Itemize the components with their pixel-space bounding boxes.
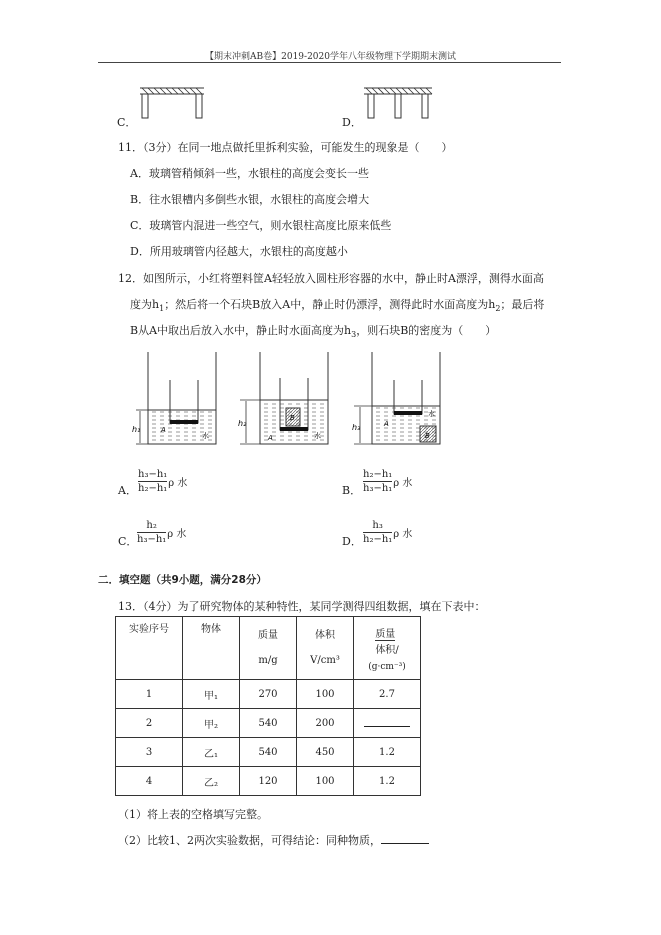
- q10-option-c-figure: [138, 84, 208, 122]
- q12-option-c-fraction: $\frac{\text{h₂}}{\text{h₃−h₁}}$ ρ 水: [137, 520, 187, 545]
- svg-text:水: 水: [202, 432, 209, 440]
- svg-text:h₃: h₃: [352, 423, 361, 432]
- container-1: [132, 352, 216, 444]
- container-3: [352, 352, 440, 444]
- header-cell: 实验序号: [116, 617, 183, 680]
- svg-text:水: 水: [314, 432, 321, 440]
- section-title-fill-in: 二．填空题（共9小题，满分28分）: [98, 574, 267, 586]
- table-row: [116, 767, 421, 796]
- svg-text:h₁: h₁: [132, 425, 141, 434]
- svg-text:A: A: [161, 426, 166, 434]
- svg-text:B: B: [290, 414, 295, 422]
- cell: 2.7: [354, 680, 421, 709]
- svg-text:A: A: [268, 434, 273, 442]
- cell: 3: [116, 738, 183, 767]
- cell: 100: [297, 680, 354, 709]
- cell: 540: [240, 709, 297, 738]
- q11-option-b: B．往水银槽内多倒些水银，水银柱的高度会增大: [130, 193, 370, 206]
- table-row: [116, 738, 421, 767]
- q11-option-c: C．玻璃管内混进一些空气，则水银柱高度比原来低些: [130, 219, 392, 232]
- q12-line2: 度为$h_1$；然后将一个石块B放入A中，静止时仍漂浮，测得此时水面高度为$h_2$；最后将: [130, 298, 545, 314]
- q10-option-d-label: D．: [342, 116, 362, 129]
- q12-option-d-fraction: $\frac{\text{h₃}}{\text{h₂−h₁}}$ ρ 水: [363, 520, 413, 545]
- q12-line1: 12．如图所示，小红将塑料筐A轻轻放入圆柱形容器的水中，静止时A漂浮，测得水面高: [118, 272, 544, 285]
- q13-stem: 13．（4分）为了研究物体的某种特性，某同学测得四组数据，填在下表中：: [118, 600, 486, 613]
- q12-option-a-label: A．: [118, 484, 137, 497]
- q10-option-d-figure: [362, 84, 436, 122]
- svg-text:水: 水: [428, 410, 435, 418]
- table-row: [116, 709, 421, 738]
- cell: 270: [240, 680, 297, 709]
- answer-blank-2[interactable]: [381, 833, 429, 844]
- cell: 1.2: [354, 738, 421, 767]
- q13-sub1: （1）将上表的空格填写完整。: [118, 808, 268, 821]
- cell: 乙₂: [183, 767, 240, 796]
- cell: 甲₁: [183, 680, 240, 709]
- header-cell: 体积 V/cm³: [297, 617, 354, 680]
- cell: 540: [240, 738, 297, 767]
- cell: 1.2: [354, 767, 421, 796]
- q11-option-a: A．玻璃管稍倾斜一些，水银柱的高度会变长一些: [130, 167, 369, 180]
- header-cell: 物体: [183, 617, 240, 680]
- svg-text:A: A: [384, 420, 389, 428]
- q10-option-c-label: C．: [117, 116, 137, 129]
- svg-text:B: B: [425, 432, 430, 440]
- q11-stem: 11．（3分）在同一地点做托里拆利实验，可能发生的现象是（ ）: [118, 141, 453, 154]
- q12-line3: B从A中取出后放入水中，静止时水面高度为$h_3$，则石块B的密度为（ ）: [130, 324, 497, 340]
- header-cell: 质量 m/g: [240, 617, 297, 680]
- container-2: [238, 352, 328, 444]
- q12-option-b-fraction: $\frac{\text{h₂−h₁}}{\text{h₃−h₁}}$ ρ 水: [363, 469, 413, 494]
- q12-option-d-label: D．: [342, 535, 362, 548]
- cell: 120: [240, 767, 297, 796]
- q12-option-b-label: B．: [342, 484, 362, 497]
- cell: 2: [116, 709, 183, 738]
- page-header: 【期末冲刺AB卷】2019-2020学年八年级物理下学期期末测试: [205, 52, 456, 62]
- cell: 4: [116, 767, 183, 796]
- q13-sub2: （2）比较1、2两次实验数据，可得结论：同种物质，: [118, 832, 429, 848]
- q12-option-a-fraction: $\frac{\text{h₃−h₁}}{\text{h₂−h₁}}$ ρ 水: [138, 469, 188, 494]
- table-row: [116, 680, 421, 709]
- svg-text:h₂: h₂: [238, 419, 247, 428]
- answer-blank[interactable]: [364, 716, 410, 727]
- cell: 甲₂: [183, 709, 240, 738]
- header-cell-ratio: 质量 体积 / (g·cm⁻³): [354, 617, 421, 680]
- q11-option-d: D．所用玻璃管内径越大，水银柱的高度越小: [130, 245, 348, 258]
- q12-option-c-label: C．: [118, 535, 138, 548]
- table-header-row: [116, 617, 421, 680]
- q12-figure: [128, 350, 468, 450]
- cell: 1: [116, 680, 183, 709]
- cell: 200: [297, 709, 354, 738]
- answer-blank-cell[interactable]: [354, 709, 421, 738]
- cell: 450: [297, 738, 354, 767]
- header-rule: [98, 62, 561, 63]
- q13-data-table: [115, 616, 421, 796]
- cell: 100: [297, 767, 354, 796]
- cell: 乙₁: [183, 738, 240, 767]
